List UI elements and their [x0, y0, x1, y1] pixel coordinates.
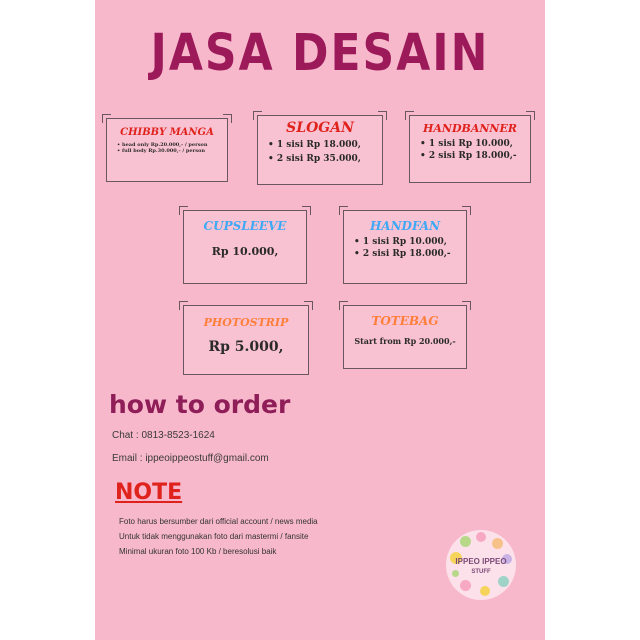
- card-title: SLOGAN: [286, 120, 354, 136]
- card-totebag: [343, 305, 467, 369]
- card-handbanner: [409, 115, 531, 183]
- page-title: JASA DESAIN: [150, 24, 490, 83]
- card-handfan: [343, 210, 467, 284]
- card-title: HANDBANNER: [423, 122, 517, 135]
- brand-logo: [446, 530, 516, 600]
- price-item: • 1 sisi Rp 10.000,: [420, 139, 530, 149]
- contact-email: Email : ippeoippeostuff@gmail.com: [112, 453, 269, 464]
- price-list: [107, 142, 227, 154]
- logo-text: IPPEO IPPEO: [455, 557, 507, 566]
- price: Start from Rp 20.000,-: [354, 336, 456, 346]
- logo-text: STUFF: [471, 569, 491, 575]
- price-item: • 2 sisi Rp 18.000,-: [420, 151, 530, 161]
- card-title: HANDFAN: [369, 219, 441, 233]
- price-item: • 2 sisi Rp 18.000,-: [354, 249, 466, 259]
- price-list: [258, 140, 382, 164]
- price: Rp 10.000,: [211, 245, 279, 258]
- note-line: Untuk tidak menggunakan foto dari mastermi / fansite: [119, 532, 309, 541]
- price-item: • head only Rp.20.000,- / person: [117, 142, 227, 148]
- price-item: • 2 sisi Rp 35.000,: [268, 154, 382, 164]
- price-list: [410, 139, 530, 161]
- contact-chat: Chat : 0813-8523-1624: [112, 430, 215, 441]
- card-chibby-manga: [106, 118, 228, 182]
- order-heading: how to order: [109, 390, 291, 419]
- note-heading: NOTE: [115, 480, 183, 505]
- card-title: CUPSLEEVE: [203, 219, 287, 233]
- card-title: PHOTOSTRIP: [203, 316, 289, 329]
- card-slogan: [257, 115, 383, 185]
- price-item: • full body Rp.30.000,- / person: [117, 148, 227, 154]
- price: Rp 5.000,: [208, 339, 284, 355]
- card-title: TOTEBAG: [371, 314, 439, 328]
- price-item: • 1 sisi Rp 18.000,: [268, 140, 382, 150]
- price-list: [344, 237, 466, 259]
- poster: [95, 0, 545, 640]
- note-line: Foto harus bersumber dari official account / news media: [119, 517, 318, 526]
- price-item: • 1 sisi Rp 10.000,: [354, 237, 466, 247]
- card-photostrip: [183, 305, 309, 375]
- note-line: Minimal ukuran foto 100 Kb / beresolusi baik: [119, 547, 277, 556]
- card-cupsleeve: [183, 210, 307, 284]
- card-title: CHIBBY MANGA: [120, 127, 214, 138]
